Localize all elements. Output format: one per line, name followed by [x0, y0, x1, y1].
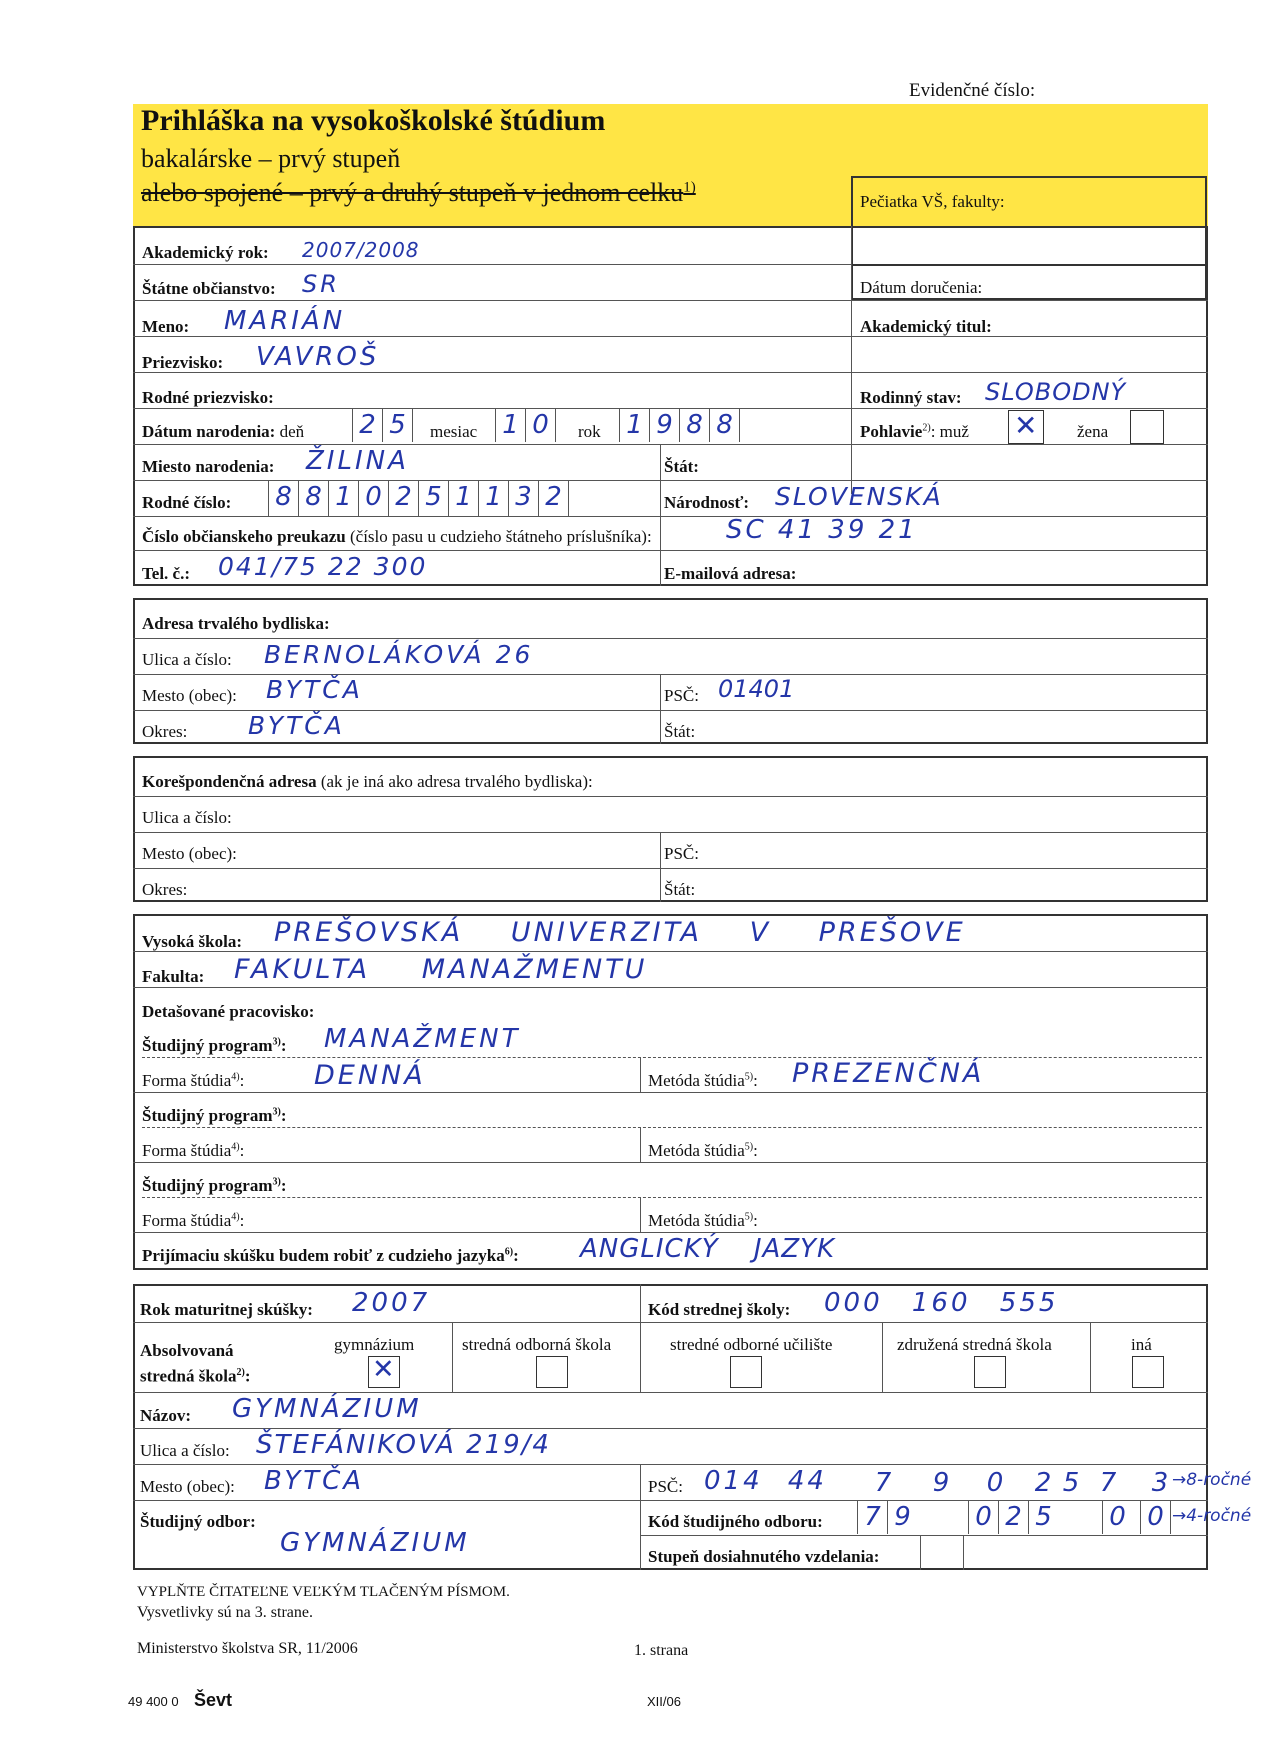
obcianstvo-label: Štátne občianstvo: — [142, 279, 276, 298]
fakulta-value[interactable]: FAKULTA MANAŽMENTU — [234, 954, 648, 985]
rodne-cislo-digit[interactable]: 3 — [508, 480, 538, 516]
absolvovana-line1: Absolvovaná — [140, 1341, 234, 1360]
pohlavie-sup: 2) — [922, 422, 931, 434]
type-ina-checkbox[interactable] — [1132, 1356, 1164, 1388]
kod-odboru-digit[interactable]: 0 — [1102, 1500, 1132, 1534]
form-subtitle-2 — [141, 178, 696, 208]
type-sou-checkbox[interactable] — [730, 1356, 762, 1388]
jazyk-sup: 6) — [504, 1246, 514, 1258]
metoda1-sup: 5) — [744, 1071, 754, 1083]
metoda-col-divider — [640, 1127, 641, 1162]
program3-label: Študijný program$^{3)}$: — [142, 1176, 287, 1195]
odbor-label: Študijný odbor: — [140, 1512, 256, 1531]
sec-col-divider — [640, 1464, 641, 1570]
type-divider — [1090, 1322, 1091, 1392]
rok-label: rok — [578, 422, 601, 441]
note-8-rocne: →8-ročné — [1172, 1470, 1252, 1490]
meno-value[interactable]: MARIÁN — [224, 306, 346, 336]
row-line — [133, 550, 1208, 551]
type-zss-label: združená stredná škola — [897, 1335, 1052, 1354]
forma1-value[interactable]: DENNÁ — [314, 1060, 426, 1091]
address-ulica-label: Ulica a číslo: — [142, 650, 232, 669]
form-title: Prihláška na vysokoškolské štúdium — [141, 104, 606, 137]
type-sou-label: stredné odborné učilište — [670, 1335, 833, 1354]
address-psc-value[interactable]: 01401 — [718, 675, 795, 703]
footer-ministry: Ministerstvo školstva SR, 11/2006 — [137, 1640, 358, 1657]
type-gymnazium-label: gymnázium — [334, 1335, 415, 1354]
forma1-label: Forma štúdia$^{4)}$: — [142, 1071, 245, 1090]
rodne-cislo-digit[interactable]: 8 — [298, 480, 328, 516]
zena-checkbox[interactable] — [1130, 410, 1164, 444]
row-line — [133, 1232, 1208, 1233]
note-4-rocne: →4-ročné — [1172, 1506, 1252, 1526]
vs-value[interactable]: PREŠOVSKÁ UNIVERZITA V PREŠOVE — [274, 917, 966, 948]
priezvisko-label: Priezvisko: — [142, 353, 224, 372]
address-title: Adresa trvalého bydliska: — [142, 614, 330, 633]
forma1-sup: 4) — [231, 1071, 240, 1083]
meno-label: Meno: — [142, 317, 190, 336]
jazyk-text: Prijímaciu skúšku budem robiť z cudzieho jazyka — [142, 1246, 505, 1265]
program3-text: Študijný program — [142, 1176, 273, 1195]
footer-code: 49 400 0 — [128, 1694, 179, 1709]
op-label-bold: Číslo občianskeho preukazu — [142, 527, 346, 546]
sec-ulica-label: Ulica a číslo: — [140, 1441, 230, 1460]
evidencne-cislo-label: Evidenčné číslo: — [909, 80, 1036, 101]
sec-psc-value[interactable]: 014 44 — [704, 1466, 827, 1496]
forma3-sup: 4) — [231, 1211, 240, 1223]
dash-line — [142, 1057, 1202, 1058]
jazyk-value[interactable]: ANGLICKÝ JAZYK — [580, 1234, 836, 1264]
metoda3-sup: 5) — [744, 1211, 754, 1223]
nazov-value[interactable]: GYMNÁZIUM — [232, 1394, 422, 1424]
rodne-cislo-digit[interactable]: 1 — [448, 480, 478, 516]
muz-check-mark: ✕ — [1014, 409, 1038, 442]
address-okres-value[interactable]: BYTČA — [248, 711, 345, 740]
absolvovana-line2: stredná škola$^{2)}$: — [140, 1366, 251, 1386]
program2-label: Študijný program$^{3)}$: — [142, 1106, 287, 1125]
sec-col-divider — [640, 1284, 641, 1322]
metoda3-text: Metóda štúdia — [648, 1211, 745, 1230]
row-line — [133, 516, 1208, 517]
absolvovana-line2-text: stredná škola — [140, 1366, 237, 1386]
row-line — [133, 1428, 1208, 1429]
row-line — [133, 796, 1208, 797]
forma2-text: Forma štúdia — [142, 1141, 232, 1160]
nazov-label: Názov: — [140, 1406, 191, 1425]
metoda1-value[interactable]: PREZENČNÁ — [792, 1058, 985, 1089]
stupen-divider — [920, 1535, 921, 1570]
address-mesto-label: Mesto (obec): — [142, 686, 237, 705]
kod-odboru-digit[interactable]: 9 — [887, 1500, 917, 1534]
program3-sup: 3) — [272, 1176, 281, 1188]
vs-label: Vysoká škola: — [142, 932, 242, 951]
corr-stat-label: Štát: — [664, 880, 696, 899]
type-sos-label: stredná odborná škola — [462, 1335, 612, 1354]
peciatka-label: Pečiatka VŠ, fakulty: — [860, 192, 1005, 211]
obcianstvo-value[interactable]: SR — [302, 270, 340, 298]
type-divider — [640, 1322, 641, 1392]
alt-code-digit: 9 — [932, 1468, 950, 1498]
type-gymnazium-checkbox[interactable] — [368, 1356, 400, 1388]
row-line — [133, 264, 851, 265]
odbor-value[interactable]: GYMNÁZIUM — [280, 1528, 470, 1558]
forma2-label: Forma štúdia$^{4)}$: — [142, 1141, 245, 1160]
corr-title — [142, 772, 593, 792]
row-line — [133, 372, 1208, 373]
stupen-label: Stupeň dosiahnutého vzdelania: — [648, 1547, 880, 1566]
kod-skoly-label: Kód strednej školy: — [648, 1300, 791, 1319]
alt-code-digit: 5 — [1062, 1468, 1080, 1498]
address-psc-label: PSČ: — [664, 686, 699, 705]
metoda2-text: Metóda štúdia — [648, 1141, 745, 1160]
row-line — [133, 336, 1208, 337]
op-label-rest: (číslo pasu u cudzieho štátneho príslušníka): — [345, 527, 652, 546]
rodne-cislo-label: Rodné číslo: — [142, 493, 232, 512]
corr-col-divider — [660, 832, 661, 902]
miesto-label: Miesto narodenia: — [142, 457, 275, 476]
akad-rok-label: Akademický rok: — [142, 243, 269, 262]
address-col-divider — [660, 674, 661, 744]
row-line — [133, 1162, 1208, 1163]
program2-text: Študijný program — [142, 1106, 273, 1125]
type-divider — [452, 1322, 453, 1392]
maturita-value[interactable]: 2007 — [352, 1288, 431, 1318]
row-line — [133, 300, 1208, 301]
akad-titul-label: Akademický titul: — [860, 317, 992, 336]
kod-skoly-value[interactable]: 000 160 555 — [824, 1288, 1059, 1318]
footer-explanation: Vysvetlivky sú na 3. strane. — [137, 1604, 313, 1621]
maturita-label: Rok maturitnej skúšky: — [140, 1300, 313, 1319]
detas-label: Detašované pracovisko: — [142, 1002, 315, 1021]
corr-title-bold: Korešpondenčná adresa — [142, 772, 317, 791]
sec-mesto-value[interactable]: BYTČA — [264, 1466, 365, 1496]
sec-ulica-value[interactable]: ŠTEFÁNIKOVÁ 219/4 — [256, 1430, 551, 1460]
stupen-divider — [963, 1535, 964, 1570]
type-sos-checkbox[interactable] — [536, 1356, 568, 1388]
metoda1-label: Metóda štúdia$^{5)}$: — [648, 1071, 758, 1090]
rok-digit[interactable]: 8 — [709, 408, 740, 442]
dash-line — [142, 1127, 1202, 1128]
footer-date: XII/06 — [647, 1694, 681, 1709]
row-line — [133, 987, 1208, 988]
alt-code-digit: 2 — [1034, 1468, 1052, 1498]
mesiac-label: mesiac — [430, 422, 478, 441]
muz-checkbox[interactable] — [1008, 410, 1044, 444]
row-line — [133, 832, 1208, 833]
alt-code-digit: 0 — [986, 1468, 1004, 1498]
den-label: deň — [279, 422, 305, 441]
datum-label: Dátum narodenia: — [142, 422, 276, 441]
form-subtitle-2-sup: 1) — [683, 179, 696, 196]
footer-page: 1. strana — [634, 1642, 689, 1659]
address-mesto-value[interactable]: BYTČA — [266, 675, 363, 704]
corr-ulica-label: Ulica a číslo: — [142, 808, 232, 827]
program2-sup: 3) — [272, 1106, 281, 1118]
personal-col-divider-2 — [660, 444, 661, 586]
forma3-label: Forma štúdia$^{4)}$: — [142, 1211, 245, 1230]
kod-odboru-digit[interactable]: 5 — [1028, 1500, 1058, 1534]
rodinny-stav-value[interactable]: SLOBODNÝ — [985, 378, 1127, 406]
zena-label: žena — [1077, 422, 1109, 441]
fakulta-label: Fakulta: — [142, 967, 205, 986]
sevt-logo: Ševt — [194, 1690, 233, 1710]
alt-code-digit: 3 — [1151, 1468, 1169, 1498]
tel-value[interactable]: 041/75 22 300 — [218, 552, 428, 581]
den-digit[interactable]: 2 — [352, 408, 382, 442]
datum-dorucenia-label: Dátum doručenia: — [860, 278, 983, 297]
metoda3-label: Metóda štúdia$^{5)}$: — [648, 1211, 758, 1230]
rodne-cislo-digit[interactable]: 0 — [358, 480, 388, 516]
footer-instruction: VYPLŇTE ČITATEĽNE VEĽKÝM TLAČENÝM PÍSMOM. — [137, 1584, 510, 1600]
address-ulica-value[interactable]: BERNOLÁKOVÁ 26 — [264, 640, 534, 669]
form-subtitle-1: bakalárske – prvý stupeň — [141, 144, 401, 173]
row-line — [133, 1092, 1208, 1093]
forma3-text: Forma štúdia — [142, 1211, 232, 1230]
kod-odboru-digit[interactable]: 0 — [968, 1500, 998, 1534]
corr-psc-label: PSČ: — [664, 844, 699, 863]
jazyk-label: Prijímaciu skúšku budem robiť z cudzieho jazyka$^{6)}$: — [142, 1246, 519, 1265]
corr-title-rest: (ak je iná ako adresa trvalého bydliska): — [316, 772, 593, 791]
row-line — [133, 1392, 1208, 1393]
metoda-col-divider — [640, 1197, 641, 1232]
datum-narodenia-label — [142, 422, 304, 442]
form-subtitle-2-text: alebo spojené – prvý a druhý stupeň v jednom celku — [141, 178, 684, 207]
pohlavie-muz: : muž — [930, 422, 969, 441]
metoda2-label: Metóda štúdia$^{5)}$: — [648, 1141, 758, 1160]
type-divider — [882, 1322, 883, 1392]
mesiac-digit[interactable]: 1 — [495, 408, 525, 442]
alt-code-digit: 7 — [874, 1468, 892, 1498]
rodinny-stav-label: Rodinný stav: — [860, 388, 962, 407]
kod-odboru-digit[interactable]: 2 — [998, 1500, 1028, 1534]
forma2-sup: 4) — [231, 1141, 240, 1153]
row-line — [133, 444, 1208, 445]
kod-odboru-digit[interactable]: 7 — [857, 1500, 887, 1534]
absolvovana-label — [140, 1340, 251, 1388]
narodnost-value[interactable]: SLOVENSKÁ — [775, 482, 943, 511]
priezvisko-value[interactable]: VAVROŠ — [256, 342, 380, 372]
stat-label: Štát: — [664, 457, 699, 476]
rodne-priezvisko-label: Rodné priezvisko: — [142, 388, 274, 407]
rok-digit[interactable]: 1 — [619, 408, 649, 442]
rodne-cislo-digit[interactable]: 8 — [268, 480, 298, 516]
forma1-text: Forma štúdia — [142, 1071, 232, 1090]
kod-odboru-digit[interactable]: 0 — [1140, 1500, 1171, 1534]
row-line — [133, 951, 1208, 952]
row-line — [640, 1535, 1208, 1536]
mesiac-digit[interactable]: 0 — [525, 408, 556, 442]
metoda2-sup: 5) — [744, 1141, 754, 1153]
pohlavie-label — [860, 422, 969, 442]
alt-code-digit: 7 — [1099, 1468, 1117, 1498]
row-line — [133, 1464, 1208, 1465]
type-ina-label: iná — [1131, 1335, 1152, 1354]
rok-digit[interactable]: 8 — [679, 408, 709, 442]
metoda-col-divider — [640, 1057, 641, 1092]
narodnost-label: Národnosť: — [664, 493, 750, 512]
pohlavie-text: Pohlavie — [860, 422, 923, 441]
den-digit[interactable]: 5 — [382, 408, 413, 442]
absolvovana-sup: 2) — [236, 1367, 245, 1378]
address-stat-label: Štát: — [664, 722, 696, 741]
akad-rok-value[interactable]: 2007/2008 — [302, 238, 420, 262]
dash-line — [142, 1197, 1202, 1198]
program1-value[interactable]: MANAŽMENT — [324, 1024, 521, 1054]
row-line — [133, 1322, 1208, 1323]
program1-sup: 3) — [272, 1036, 281, 1048]
kod-odboru-label: Kód študijného odboru: — [648, 1512, 823, 1531]
rodne-cislo-digit[interactable]: 5 — [418, 480, 448, 516]
corr-okres-label: Okres: — [142, 880, 188, 899]
op-label — [142, 527, 652, 547]
rodne-cislo-digit[interactable]: 2 — [538, 480, 569, 516]
row-line — [133, 868, 1208, 869]
tel-label: Tel. č.: — [142, 564, 191, 583]
sec-mesto-label: Mesto (obec): — [140, 1477, 235, 1496]
rok-digit[interactable]: 9 — [649, 408, 679, 442]
type-zss-checkbox[interactable] — [974, 1356, 1006, 1388]
email-label: E-mailová adresa: — [664, 564, 797, 583]
op-value[interactable]: SC 41 39 21 — [726, 515, 918, 545]
rodne-cislo-digit[interactable]: 1 — [328, 480, 358, 516]
miesto-value[interactable]: ŽILINA — [306, 446, 409, 476]
program1-text: Študijný program — [142, 1036, 273, 1055]
address-okres-label: Okres: — [142, 722, 188, 741]
corr-mesto-label: Mesto (obec): — [142, 844, 237, 863]
row-line — [133, 638, 1208, 639]
personal-col-divider — [851, 226, 852, 494]
metoda1-text: Metóda štúdia — [648, 1071, 745, 1090]
rodne-cislo-digit[interactable]: 1 — [478, 480, 508, 516]
program1-label: Študijný program$^{3)}$: — [142, 1036, 287, 1055]
gym-check-mark: ✕ — [372, 1354, 395, 1385]
sec-psc-label: PSČ: — [648, 1477, 683, 1496]
rodne-cislo-digit[interactable]: 2 — [388, 480, 418, 516]
